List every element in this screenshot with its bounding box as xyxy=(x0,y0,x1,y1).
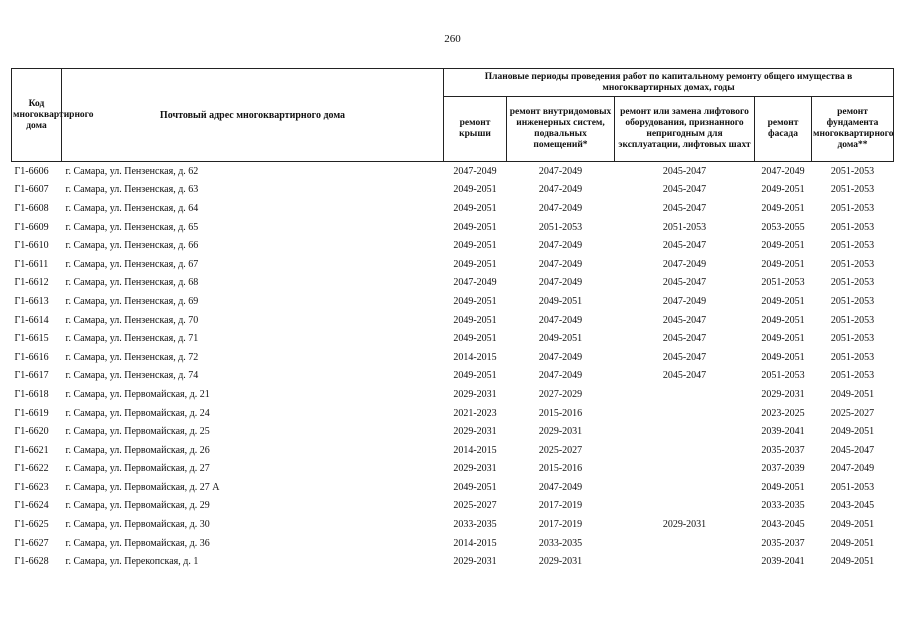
cell-roof: 2025-2027 xyxy=(453,500,497,512)
table-row xyxy=(12,311,894,330)
cell-engineering: 2047-2049 xyxy=(538,165,583,177)
cell-engineering: 2049-2051 xyxy=(538,295,583,307)
cell-facade: 2049-2051 xyxy=(761,240,805,252)
cell-facade: 2033-2035 xyxy=(761,500,805,512)
cell-roof: 2014-2015 xyxy=(453,537,497,549)
cell-foundation: 2049-2051 xyxy=(830,426,875,438)
cell-elevator xyxy=(615,478,755,497)
cell-code: Г1-6610 xyxy=(14,240,49,252)
cell-code: Г1-6614 xyxy=(14,314,49,326)
cell-elevator: 2045-2047 xyxy=(662,277,707,289)
table-header xyxy=(12,69,894,162)
cell-foundation: 2051-2053 xyxy=(830,295,875,307)
table-row xyxy=(12,441,894,460)
cell-address: г. Самара, ул. Пензенская, д. 63 xyxy=(65,184,199,196)
cell-engineering: 2047-2049 xyxy=(538,314,583,326)
cell-address: г. Самара, ул. Первомайская, д. 27 xyxy=(65,463,210,475)
cell-foundation: 2049-2051 xyxy=(830,556,875,568)
cell-roof: 2047-2049 xyxy=(453,165,497,177)
cell-elevator xyxy=(615,552,755,571)
cell-facade: 2049-2051 xyxy=(761,202,805,214)
cell-roof: 2014-2015 xyxy=(453,444,497,456)
cell-facade: 2023-2025 xyxy=(761,407,805,419)
cell-address: г. Самара, ул. Первомайская, д. 30 xyxy=(65,519,210,531)
cell-engineering: 2047-2049 xyxy=(538,202,583,214)
cell-foundation: 2049-2051 xyxy=(830,388,875,400)
cell-elevator: 2045-2047 xyxy=(662,240,707,252)
cell-roof: 2049-2051 xyxy=(453,370,497,382)
header-periods-group: Плановые периоды проведения работ по капитальному ремонту общего имущества в многоквартирных домах, годы xyxy=(444,69,894,97)
table-row xyxy=(12,348,894,367)
cell-code: Г1-6616 xyxy=(14,351,49,363)
repair-schedule-table xyxy=(11,68,894,571)
cell-address: г. Самара, ул. Пензенская, д. 74 xyxy=(65,370,199,382)
cell-elevator xyxy=(615,404,755,423)
cell-roof: 2014-2015 xyxy=(453,351,497,363)
cell-foundation: 2049-2051 xyxy=(830,519,875,531)
cell-address: г. Самара, ул. Пензенская, д. 69 xyxy=(65,295,199,307)
cell-engineering: 2033-2035 xyxy=(538,537,583,549)
cell-engineering: 2047-2049 xyxy=(538,351,583,363)
cell-address: г. Самара, ул. Первомайская, д. 24 xyxy=(65,407,210,419)
cell-elevator: 2045-2047 xyxy=(662,184,707,196)
table-row xyxy=(12,236,894,255)
cell-address: г. Самара, ул. Пензенская, д. 64 xyxy=(65,202,199,214)
cell-foundation: 2051-2053 xyxy=(830,351,875,363)
cell-facade: 2039-2041 xyxy=(761,426,805,438)
cell-facade: 2049-2051 xyxy=(761,184,805,196)
cell-foundation: 2051-2053 xyxy=(830,221,875,233)
cell-code: Г1-6620 xyxy=(14,426,49,438)
cell-address: г. Самара, ул. Первомайская, д. 26 xyxy=(65,444,210,456)
cell-elevator: 2051-2053 xyxy=(662,221,707,233)
cell-facade: 2053-2055 xyxy=(761,221,805,233)
cell-address: г. Самара, ул. Перекопская, д. 1 xyxy=(65,556,199,568)
cell-elevator: 2045-2047 xyxy=(662,370,707,382)
cell-foundation: 2051-2053 xyxy=(830,370,875,382)
cell-facade: 2049-2051 xyxy=(761,258,805,270)
cell-facade: 2049-2051 xyxy=(761,351,805,363)
cell-facade: 2051-2053 xyxy=(761,370,805,382)
cell-foundation: 2025-2027 xyxy=(830,407,875,419)
table-row xyxy=(12,460,894,479)
cell-foundation: 2051-2053 xyxy=(830,481,875,493)
cell-elevator xyxy=(615,534,755,553)
page-number: 260 xyxy=(444,33,461,45)
cell-roof: 2049-2051 xyxy=(453,258,497,270)
cell-code: Г1-6606 xyxy=(14,165,49,177)
cell-engineering: 2047-2049 xyxy=(538,277,583,289)
cell-roof: 2049-2051 xyxy=(453,333,497,345)
table-row xyxy=(12,199,894,218)
cell-elevator: 2045-2047 xyxy=(662,202,707,214)
cell-code: Г1-6609 xyxy=(14,221,49,233)
cell-address: г. Самара, ул. Пензенская, д. 70 xyxy=(65,314,199,326)
header-elevator: ремонт или замена лифтового оборудования, признанного непригодным для эксплуатации, лифтовых шахт xyxy=(615,97,755,162)
cell-address: г. Самара, ул. Пензенская, д. 68 xyxy=(65,277,199,289)
table-row xyxy=(12,162,894,181)
cell-engineering: 2027-2029 xyxy=(538,388,583,400)
cell-foundation: 2051-2053 xyxy=(830,333,875,345)
cell-elevator xyxy=(615,460,755,479)
cell-code: Г1-6608 xyxy=(14,202,49,214)
cell-facade: 2049-2051 xyxy=(761,481,805,493)
cell-facade: 2039-2041 xyxy=(761,556,805,568)
cell-code: Г1-6615 xyxy=(14,333,49,345)
header-address: Почтовый адрес многоквартирного дома xyxy=(62,69,444,162)
table-row xyxy=(12,367,894,386)
table-row xyxy=(12,181,894,200)
cell-address: г. Самара, ул. Первомайская, д. 27 А xyxy=(65,481,220,493)
cell-roof: 2029-2031 xyxy=(453,426,497,438)
cell-engineering: 2047-2049 xyxy=(538,370,583,382)
cell-engineering: 2015-2016 xyxy=(538,407,583,419)
cell-address: г. Самара, ул. Первомайская, д. 36 xyxy=(65,537,210,549)
cell-code: Г1-6617 xyxy=(14,370,49,382)
table-row xyxy=(12,404,894,423)
table-row xyxy=(12,292,894,311)
cell-roof: 2049-2051 xyxy=(453,295,497,307)
cell-roof: 2033-2035 xyxy=(453,519,497,531)
cell-address: г. Самара, ул. Пензенская, д. 72 xyxy=(65,351,199,363)
cell-roof: 2049-2051 xyxy=(453,314,497,326)
cell-code: Г1-6624 xyxy=(14,500,49,512)
cell-foundation: 2051-2053 xyxy=(830,258,875,270)
cell-code: Г1-6613 xyxy=(14,295,49,307)
header-code: Код многоквартирного дома xyxy=(12,69,62,162)
cell-elevator: 2045-2047 xyxy=(662,314,707,326)
table-row xyxy=(12,329,894,348)
cell-roof: 2029-2031 xyxy=(453,463,497,475)
cell-engineering: 2017-2019 xyxy=(538,519,583,531)
table-body xyxy=(12,162,894,572)
cell-facade: 2049-2051 xyxy=(761,295,805,307)
table-row xyxy=(12,515,894,534)
cell-address: г. Самара, ул. Первомайская, д. 25 xyxy=(65,426,210,438)
cell-elevator xyxy=(615,422,755,441)
table-row xyxy=(12,385,894,404)
cell-code: Г1-6628 xyxy=(14,556,49,568)
cell-foundation: 2043-2045 xyxy=(830,500,875,512)
cell-roof: 2047-2049 xyxy=(453,277,497,289)
cell-engineering: 2049-2051 xyxy=(538,333,583,345)
cell-roof: 2029-2031 xyxy=(453,556,497,568)
table-row xyxy=(12,218,894,237)
cell-engineering: 2029-2031 xyxy=(538,426,583,438)
cell-facade: 2029-2031 xyxy=(761,388,805,400)
cell-elevator: 2029-2031 xyxy=(662,519,707,531)
cell-code: Г1-6611 xyxy=(14,258,49,270)
cell-roof: 2049-2051 xyxy=(453,221,497,233)
cell-elevator xyxy=(615,441,755,460)
cell-roof: 2049-2051 xyxy=(453,240,497,252)
cell-facade: 2043-2045 xyxy=(761,519,805,531)
cell-elevator: 2047-2049 xyxy=(662,295,707,307)
cell-engineering: 2047-2049 xyxy=(538,240,583,252)
cell-address: г. Самара, ул. Пензенская, д. 65 xyxy=(65,221,199,233)
cell-engineering: 2029-2031 xyxy=(538,556,583,568)
cell-facade: 2049-2051 xyxy=(761,333,805,345)
cell-foundation: 2049-2051 xyxy=(830,537,875,549)
cell-code: Г1-6621 xyxy=(14,444,49,456)
cell-engineering: 2047-2049 xyxy=(538,258,583,270)
cell-elevator: 2045-2047 xyxy=(662,333,707,345)
cell-facade: 2047-2049 xyxy=(761,165,805,177)
cell-roof: 2049-2051 xyxy=(453,481,497,493)
cell-code: Г1-6607 xyxy=(14,184,49,196)
cell-facade: 2051-2053 xyxy=(761,277,805,289)
cell-code: Г1-6627 xyxy=(14,537,49,549)
table-row xyxy=(12,422,894,441)
cell-code: Г1-6612 xyxy=(14,277,49,289)
cell-elevator: 2045-2047 xyxy=(662,165,707,177)
cell-foundation: 2045-2047 xyxy=(830,444,875,456)
table-row xyxy=(12,497,894,516)
cell-code: Г1-6622 xyxy=(14,463,49,475)
cell-foundation: 2047-2049 xyxy=(830,463,875,475)
cell-elevator: 2045-2047 xyxy=(662,351,707,363)
cell-engineering: 2047-2049 xyxy=(538,184,583,196)
cell-foundation: 2051-2053 xyxy=(830,240,875,252)
cell-facade: 2049-2051 xyxy=(761,314,805,326)
cell-engineering: 2047-2049 xyxy=(538,481,583,493)
cell-address: г. Самара, ул. Первомайская, д. 21 xyxy=(65,388,210,400)
cell-elevator: 2047-2049 xyxy=(662,258,707,270)
cell-code: Г1-6619 xyxy=(14,407,49,419)
cell-roof: 2049-2051 xyxy=(453,202,497,214)
header-facade: ремонт фасада xyxy=(755,97,812,162)
cell-roof: 2029-2031 xyxy=(453,388,497,400)
cell-facade: 2035-2037 xyxy=(761,444,805,456)
table-row xyxy=(12,274,894,293)
cell-code: Г1-6625 xyxy=(14,519,49,531)
cell-foundation: 2051-2053 xyxy=(830,165,875,177)
cell-facade: 2037-2039 xyxy=(761,463,805,475)
cell-address: г. Самара, ул. Пензенская, д. 66 xyxy=(65,240,199,252)
cell-foundation: 2051-2053 xyxy=(830,314,875,326)
cell-engineering: 2017-2019 xyxy=(538,500,583,512)
table-row xyxy=(12,255,894,274)
cell-foundation: 2051-2053 xyxy=(830,184,875,196)
table-row xyxy=(12,478,894,497)
cell-engineering: 2025-2027 xyxy=(538,444,583,456)
cell-facade: 2035-2037 xyxy=(761,537,805,549)
cell-address: г. Самара, ул. Пензенская, д. 71 xyxy=(65,333,199,345)
table-row xyxy=(12,534,894,553)
cell-roof: 2021-2023 xyxy=(453,407,497,419)
cell-code: Г1-6618 xyxy=(14,388,49,400)
header-engineering: ремонт внутридомовых инженерных систем, подвальных помещений* xyxy=(507,97,615,162)
cell-elevator xyxy=(615,385,755,404)
cell-elevator xyxy=(615,497,755,516)
table-row xyxy=(12,552,894,571)
header-roof: ремонт крыши xyxy=(444,97,507,162)
cell-address: г. Самара, ул. Первомайская, д. 29 xyxy=(65,500,210,512)
cell-foundation: 2051-2053 xyxy=(830,202,875,214)
cell-engineering: 2015-2016 xyxy=(538,463,583,475)
cell-address: г. Самара, ул. Пензенская, д. 67 xyxy=(65,258,199,270)
cell-foundation: 2051-2053 xyxy=(830,277,875,289)
cell-code: Г1-6623 xyxy=(14,481,49,493)
cell-roof: 2049-2051 xyxy=(453,184,497,196)
cell-engineering: 2051-2053 xyxy=(538,221,583,233)
cell-address: г. Самара, ул. Пензенская, д. 62 xyxy=(65,165,199,177)
header-foundation: ремонт фундамента многоквартирного дома** xyxy=(812,97,894,162)
